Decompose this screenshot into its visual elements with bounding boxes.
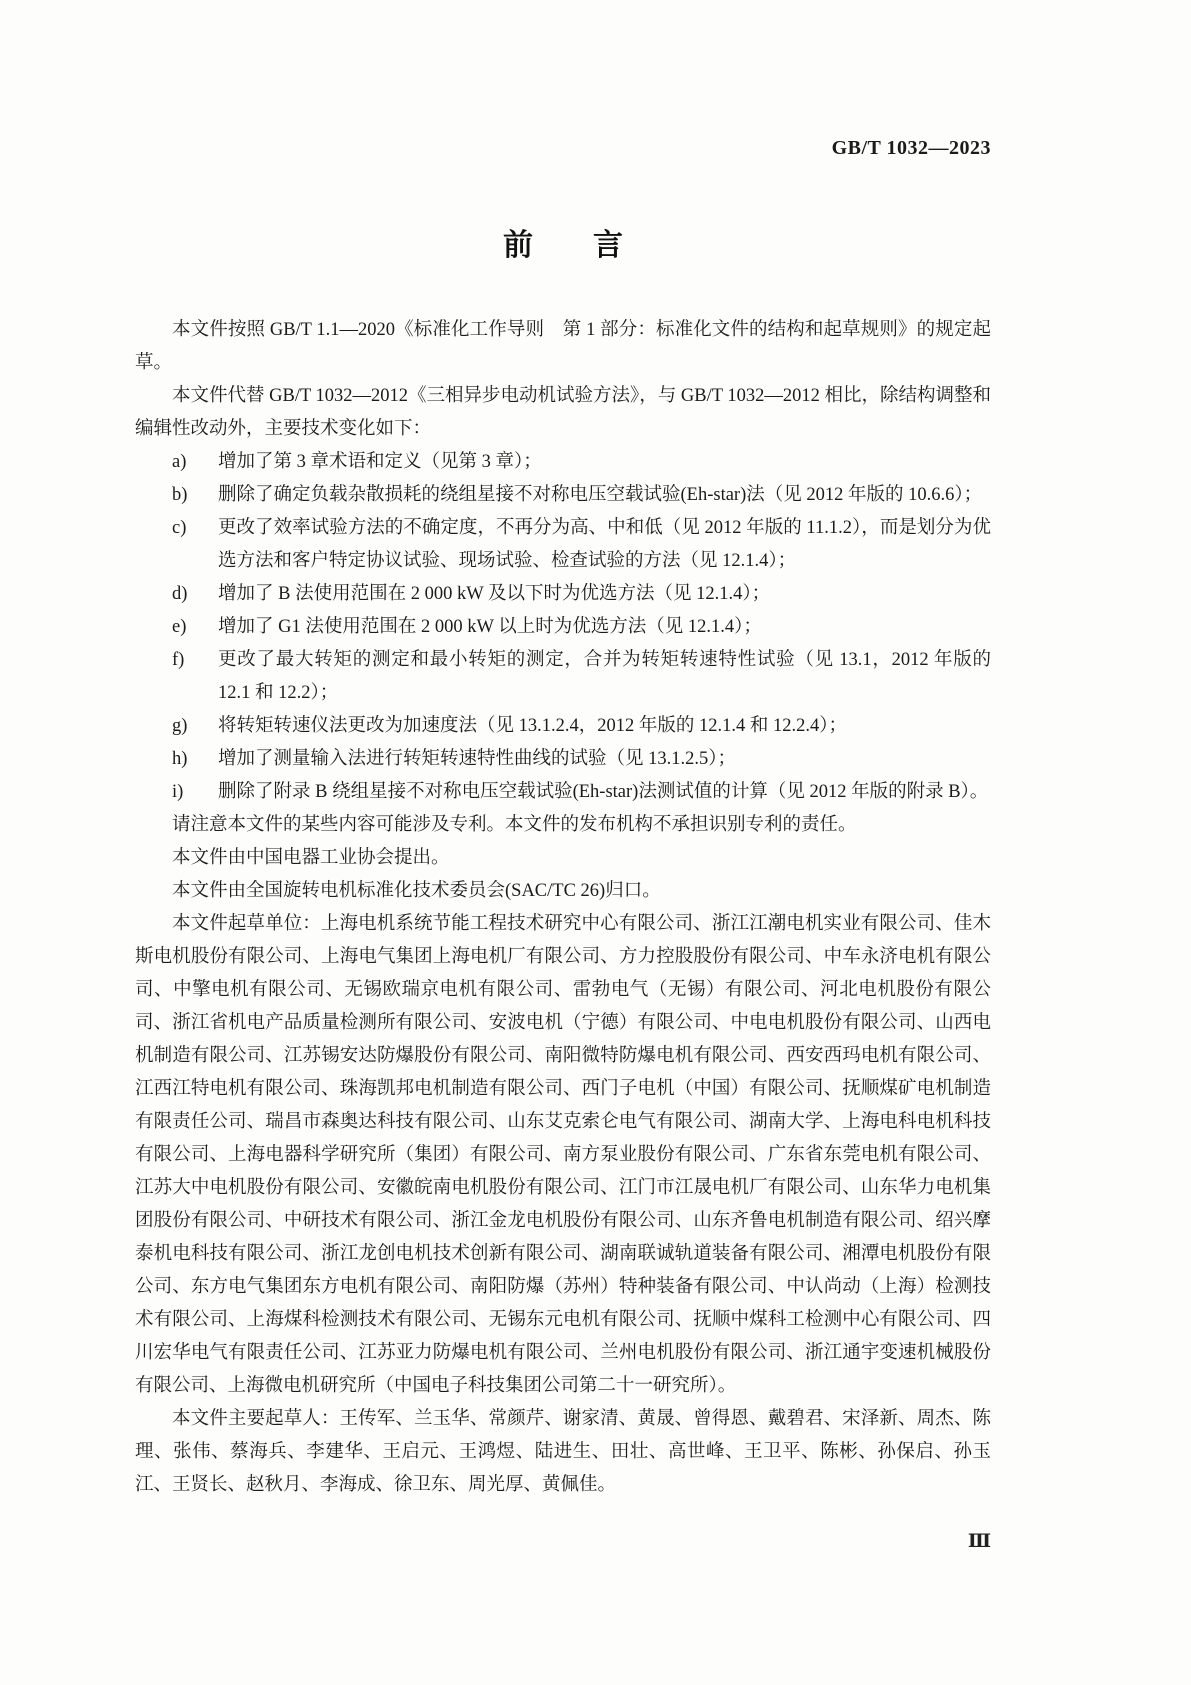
committee-paragraph: 本文件由全国旋转电机标准化技术委员会(SAC/TC 26)归口。	[172, 881, 661, 901]
change-item	[172, 710, 991, 743]
change-item	[172, 446, 991, 479]
list-item-text: 删除了附录 B 绕组星接不对称电压空载试验(Eh-star)法测试值的计算（见 2012 年版的附录 B）。	[218, 782, 989, 802]
change-item	[172, 512, 991, 578]
list-marker: i)	[172, 782, 184, 802]
page-content	[135, 0, 991, 1502]
list-marker: g)	[172, 716, 188, 736]
list-item-text: 增加了 B 法使用范围在 2 000 kW 及以下时为优选方法（见 12.1.4）；	[218, 584, 771, 604]
list-item-text: 增加了第 3 章术语和定义（见第 3 章）；	[218, 452, 542, 472]
standard-number: GB/T 1032—2023	[831, 137, 991, 159]
proposer-paragraph: 本文件由中国电器工业协会提出。	[172, 848, 450, 868]
change-item	[172, 611, 991, 644]
list-marker: h)	[172, 749, 188, 769]
list-marker: e)	[172, 617, 187, 637]
document-header	[135, 0, 991, 162]
drafters-paragraph: 本文件主要起草人：王传军、兰玉华、常颜芹、谢家清、黄晟、曾得恩、戴碧君、宋泽新、周杰、陈理、张伟、蔡海兵、李建华、王启元、王鸿煜、陆进生、田壮、高世峰、王卫平、陈彬、孙保启、孙玉江、王贤长、赵秋月、李海成、徐卫东、周光厚、黄佩佳。	[135, 1409, 991, 1495]
intro-paragraph: 本文件按照 GB/T 1.1—2020《标准化工作导则 第 1 部分：标准化文件的结构和起草规则》的规定起草。	[135, 320, 991, 373]
list-marker: d)	[172, 584, 188, 604]
list-item-text: 增加了测量输入法进行转矩转速特性曲线的试验（见 13.1.2.5）；	[218, 749, 737, 769]
list-marker: a)	[172, 452, 187, 472]
change-item	[172, 743, 991, 776]
changes-list	[135, 446, 991, 809]
list-item-text: 删除了确定负载杂散损耗的绕组星接不对称电压空载试验(Eh-star)法（见 2012 年版的 10.6.6）；	[218, 485, 983, 505]
foreword-body	[135, 314, 991, 1502]
change-item	[172, 644, 991, 710]
change-item	[172, 479, 991, 512]
list-item-text: 增加了 G1 法使用范围在 2 000 kW 以上时为优选方法（见 12.1.4）；	[218, 617, 762, 637]
intro-paragraph: 本文件代替 GB/T 1032—2012《三相异步电动机试验方法》，与 GB/T 1032—2012 相比，除结构调整和编辑性改动外，主要技术变化如下：	[135, 386, 991, 439]
page-number: Ⅲ	[967, 1531, 991, 1552]
change-item	[172, 776, 991, 809]
list-item-text: 更改了效率试验方法的不确定度，不再分为高、中和低（见 2012 年版的 11.1.2），而是划分为优选方法和客户特定协议试验、现场试验、检查试验的方法（见 12.1.4）；	[218, 518, 991, 571]
list-marker: f)	[172, 650, 185, 670]
list-marker: c)	[172, 518, 187, 538]
list-marker: b)	[172, 485, 188, 505]
change-item	[172, 578, 991, 611]
list-item-text: 将转矩转速仪法更改为加速度法（见 13.1.2.4，2012 年版的 12.1.4 和 12.2.4）；	[218, 716, 848, 736]
list-item-text: 更改了最大转矩的测定和最小转矩的测定，合并为转矩转速特性试验（见 13.1，2012 年版的 12.1 和 12.2）；	[218, 650, 991, 703]
drafting-organizations-paragraph: 本文件起草单位：上海电机系统节能工程技术研究中心有限公司、浙江江潮电机实业有限公司、佳木斯电机股份有限公司、上海电气集团上海电机厂有限公司、方力控股股份有限公司、中车永济电机有限公司、中擎电机有限公司、无锡欧瑞京电机有限公司、雷勃电气（无锡）有限公司、河北电机股份有限公司、浙江省机电产品质量检测所有限公司、安波电机（宁德）有限公司、中电电机股份有限公司、山西电机制造有限公司、江苏锡安达防爆股份有限公司、南阳微特防爆电机有限公司、西安西玛电机有限公司、江西江特电机有限公司、珠海凯邦电机制造有限公司、西门子电机（中国）有限公司、抚顺煤矿电机制造有限责任公司、瑞昌市森奥达科技有限公司、山东艾克索仑电气有限公司、湖南大学、上海电科电机科技有限公司、上海电器科学研究所（集团）有限公司、南方泵业股份有限公司、广东省东莞电机有限公司、江苏大中电机股份有限公司、安徽皖南电机股份有限公司、江门市江晟电机厂有限公司、山东华力电机集团股份有限公司、中研技术有限公司、浙江金龙电机股份有限公司、山东齐鲁电机制造有限公司、绍兴摩泰机电科技有限公司、浙江龙创电机技术创新有限公司、湖南联诚轨道装备有限公司、湘潭电机股份有限公司、东方电气集团东方电机有限公司、南阳防爆（苏州）特种装备有限公司、中认尚动（上海）检测技术有限公司、上海煤科检测技术有限公司、无锡东元电机有限公司、抚顺中煤科工检测中心有限公司、四川宏华电气有限责任公司、江苏亚力防爆电机有限公司、兰州电机股份有限公司、浙江通宇变速机械股份有限公司、上海微电机研究所（中国电子科技集团公司第二十一研究所）。	[135, 914, 991, 1396]
patent-notice-paragraph: 请注意本文件的某些内容可能涉及专利。本文件的发布机构不承担识别专利的责任。	[172, 815, 857, 835]
foreword-title: 前言	[503, 229, 683, 262]
